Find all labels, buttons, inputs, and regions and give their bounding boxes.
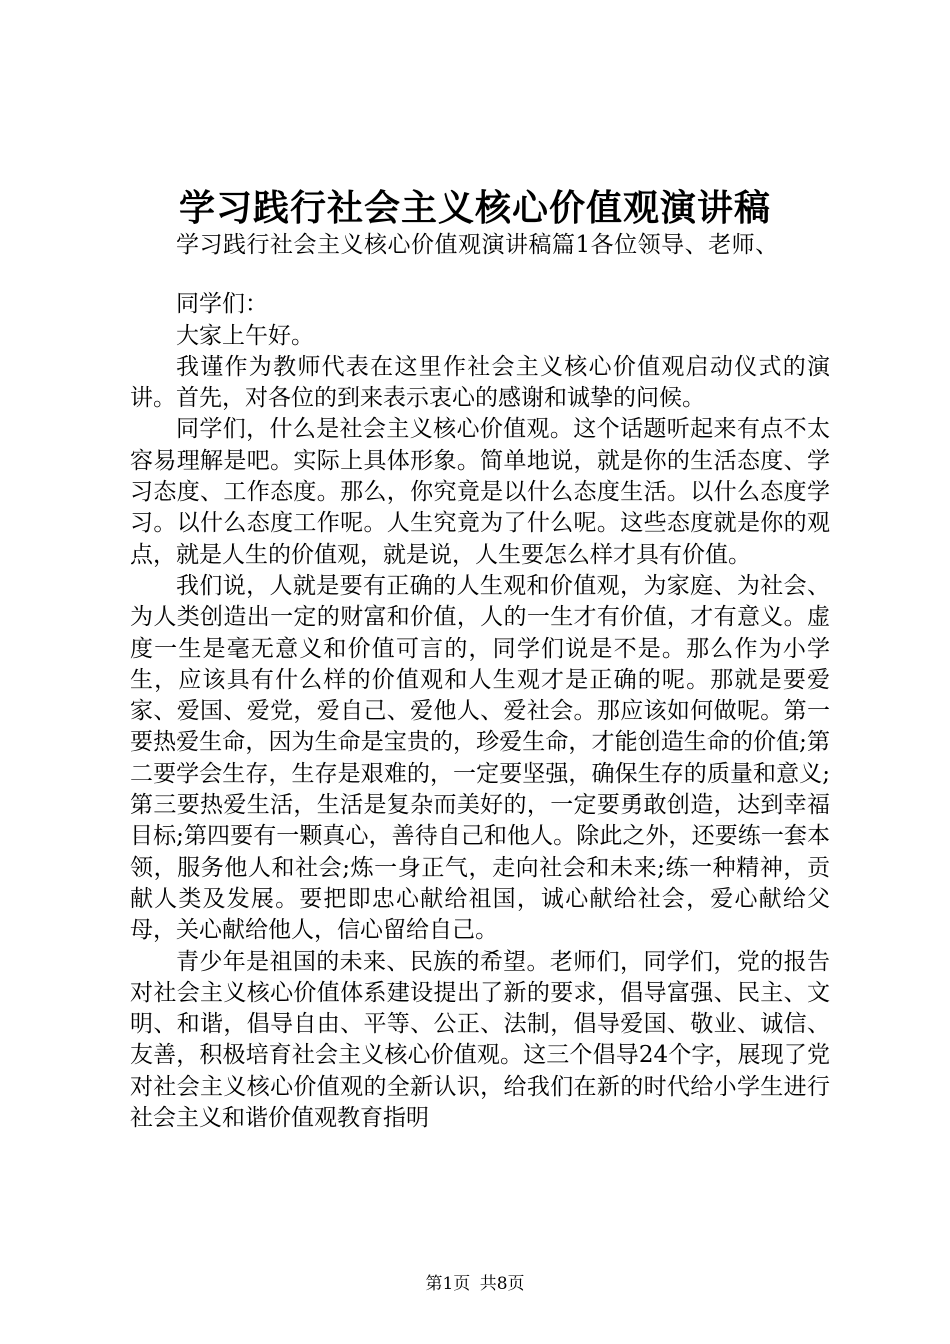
paragraph: 青少年是祖国的未来、民族的希望。老师们，同学们，党的报告对社会主义核心价值体系建设提出了新的要求，倡导富强、民主、文明、和谐，倡导自由、平等、公正、法制，倡导爱国、敬业、诚信、友善，积极培育社会主义核心价值观。这三个倡导24个字，展现了党对社会主义核心价值观的全新认识，给我们在新的时代给小学生进行社会主义和谐价值观教育指明 [130, 948, 830, 1132]
paragraph: 大家上午好。 [176, 322, 314, 349]
paragraph: 同学们： [176, 291, 268, 318]
paragraph: 我们说，人就是要有正确的人生观和价值观，为家庭、为社会、为人类创造出一定的财富和价值，人的一生才有价值，才有意义。虚度一生是毫无意义和价值可言的，同学们说是不是。那么作为小学生，应该具有什么样的价值观和人生观才是正确的呢。那就是要爱家、爱国、爱党，爱自己、爱他人、爱社会。那应该如何做呢。第一要热爱生命，因为生命是宝贵的，珍爱生命，才能创造生命的价值;第二要学会生存，生存是艰难的，一定要坚强，确保生存的质量和意义;第三要热爱生活，生活是复杂而美好的，一定要勇敢创造，达到幸福目标;第四要有一颗真心，善待自己和他人。除此之外，还要练一套本领，服务他人和社会;炼一身正气，走向社会和未来;练一种精神，贡献人类及发展。要把即忠心献给祖国，诚心献给社会，爱心献给父母，关心献给他人，信心留给自己。 [130, 572, 830, 944]
paragraph: 我谨作为教师代表在这里作社会主义核心价值观启动仪式的演讲。首先，对各位的到来表示衷心的感谢和诚挚的问候。 [130, 353, 830, 412]
document-title: 学习践行社会主义核心价值观演讲稿 [178, 187, 771, 229]
document-body [130, 230, 830, 1134]
document-subtitle: 学习践行社会主义核心价值观演讲稿篇1各位领导、老师、 [176, 232, 779, 258]
paragraph: 同学们，什么是社会主义核心价值观。这个话题听起来有点不太容易理解是吧。实际上具体形象。简单地说，就是你的生活态度、学习态度、工作态度。那么，你究竟是以什么态度生活。以什么态度学习。以什么态度工作呢。人生究竟为了什么呢。这些态度就是你的观点，就是人生的价值观，就是说，人生要怎么样才具有价值。 [130, 416, 830, 568]
page-footer: 第1页 共8页 [425, 1274, 525, 1294]
